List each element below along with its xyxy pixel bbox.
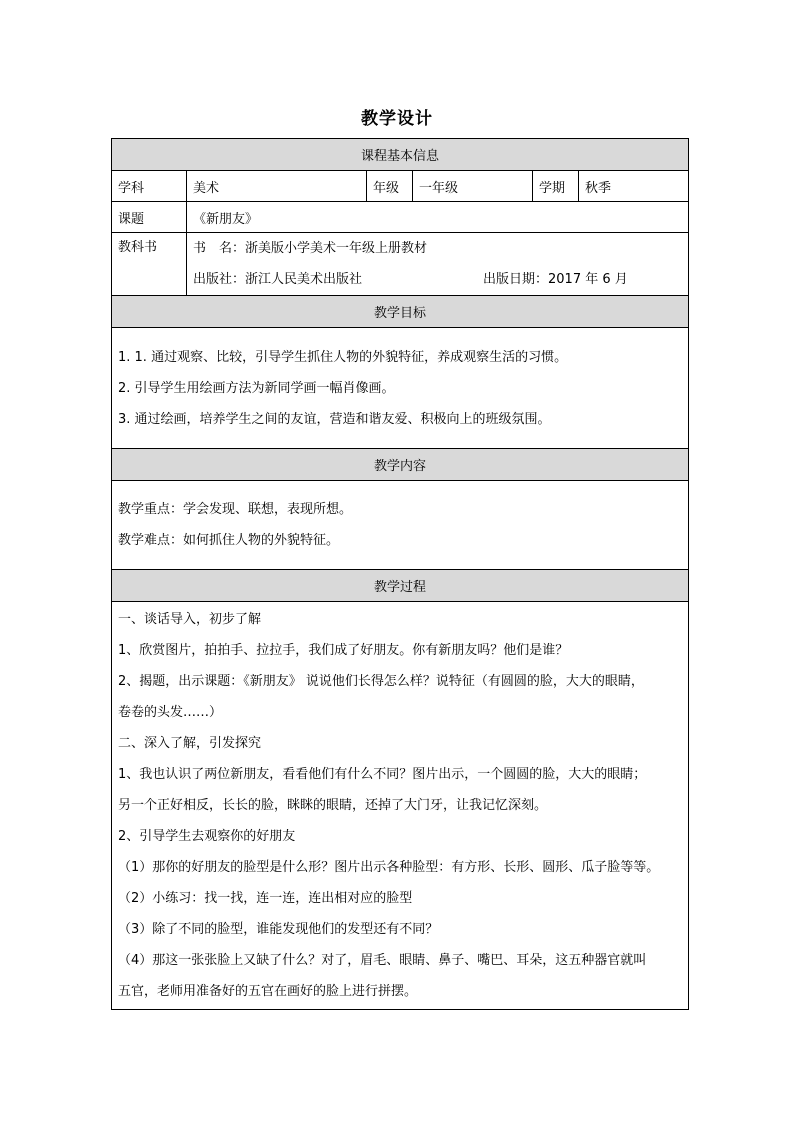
publisher: 出版社：浙江人民美术出版社 (193, 272, 363, 287)
objective-item: 1. 1. 通过观察、比较，引导学生抓住人物的外貌特征，养成观察生活的习惯。 (118, 349, 568, 365)
grade-label: 年级 (367, 171, 413, 202)
page-title: 教学设计 (361, 109, 433, 129)
process-line: 卷卷的头发……） (118, 705, 223, 720)
topic-value: 《新朋友》 (187, 202, 689, 233)
process-body (112, 602, 689, 1010)
term-value: 秋季 (579, 171, 689, 202)
grade-value: 一年级 (413, 171, 533, 202)
publish-date: 出版日期：2017 年 6 月 (483, 272, 628, 287)
topic-label: 课题 (112, 202, 187, 233)
process-line: 1、我也认识了两位新朋友，看看他们有什么不同？图片出示，一个圆圆的脸，大大的眼睛； (118, 767, 647, 782)
content-heading: 教学内容 (112, 449, 689, 481)
process-line: 2、揭题，出示课题：《新朋友》 说说他们长得怎么样？说特征（有圆圆的脸，大大的眼睛， (118, 674, 644, 689)
process-line: （4）那这一张张脸上又缺了什么？对了，眉毛、眼睛、鼻子、嘴巴、耳朵，这五种器官就叫 (118, 953, 647, 968)
term-label: 学期 (533, 171, 579, 202)
content-body (112, 481, 689, 570)
process-line: （2）小练习：找一找，连一连，连出相对应的脸型 (118, 891, 413, 906)
process-heading: 教学过程 (112, 570, 689, 602)
textbook-label: 教科书 (112, 233, 187, 296)
textbook-info (187, 233, 689, 296)
process-line: 二、深入了解，引发探究 (118, 736, 262, 751)
publisher-row (193, 264, 682, 295)
objectives-heading: 教学目标 (112, 296, 689, 328)
key-point: 教学重点：学会发现、联想，表现所想。 (118, 502, 353, 517)
subject-value: 美术 (187, 171, 367, 202)
process-line: 1、欣赏图片，拍拍手、拉拉手，我们成了好朋友。你有新朋友吗？他们是谁？ (118, 643, 569, 658)
objective-item: 2. 引导学生用绘画方法为新同学画一幅肖像画。 (118, 380, 395, 396)
process-line: （1）那你的好朋友的脸型是什么形？图片出示各种脸型：有方形、长形、圆形、瓜子脸等等。 (118, 860, 660, 875)
difficulty-point: 教学难点：如何抓住人物的外貌特征。 (118, 533, 340, 548)
basic-info-heading: 课程基本信息 (112, 139, 689, 171)
process-line: （3）除了不同的脸型，谁能发现他们的发型还有不同？ (118, 922, 439, 937)
process-line: 另一个正好相反，长长的脸，眯眯的眼睛，还掉了大门牙，让我记忆深刻。 (118, 798, 548, 813)
objective-item: 3. 通过绘画，培养学生之间的友谊，营造和谐友爱、积极向上的班级氛围。 (118, 411, 551, 427)
process-line: 五官，老师用准备好的五官在画好的脸上进行拼摆。 (118, 984, 418, 999)
lesson-plan-table (111, 138, 689, 1010)
book-name: 书 名：浙美版小学美术一年级上册教材 (193, 241, 428, 256)
process-line: 2、引导学生去观察你的好朋友 (118, 829, 296, 844)
subject-label: 学科 (112, 171, 187, 202)
process-line: 一、谈话导入，初步了解 (118, 612, 262, 627)
objectives-body (112, 328, 689, 449)
